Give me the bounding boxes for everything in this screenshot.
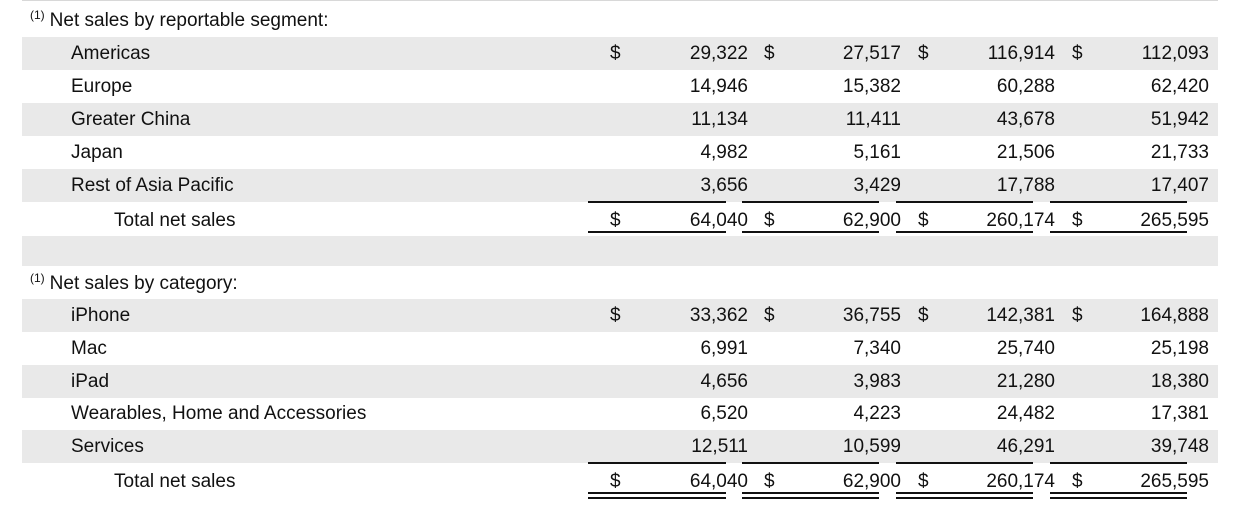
currency-symbol: $ <box>918 43 929 64</box>
subtotal-rule <box>1050 462 1187 464</box>
cell-value: 6,991 <box>700 338 748 359</box>
cell-value: 10,599 <box>842 436 901 457</box>
cell-value: 21,506 <box>996 142 1055 163</box>
total-value: 62,900 <box>842 210 901 231</box>
subtotal-rule <box>588 201 726 203</box>
cell-value: 21,280 <box>996 371 1055 392</box>
row-label: iPad <box>71 371 110 392</box>
cell-value: 6,520 <box>700 403 748 424</box>
cell-value: 5,161 <box>853 142 901 163</box>
footnote-marker: (1) <box>30 8 45 22</box>
cell-value: 4,656 <box>700 371 748 392</box>
currency-symbol: $ <box>764 305 775 326</box>
cell-value: 4,982 <box>700 142 748 163</box>
row-label: Americas <box>71 43 151 64</box>
cell-value: 14,946 <box>689 76 748 97</box>
table-row <box>22 332 1218 365</box>
total-label: Total net sales <box>114 471 236 492</box>
subtotal-rule <box>742 462 879 464</box>
row-label: Europe <box>71 76 133 97</box>
cell-value: 21,733 <box>1150 142 1209 163</box>
table-row <box>22 37 1218 70</box>
currency-symbol: $ <box>1072 471 1083 492</box>
spacer-row <box>22 236 1218 266</box>
cell-value: 142,381 <box>986 305 1055 326</box>
total-double-rule <box>742 492 879 499</box>
subtotal-rule <box>896 201 1033 203</box>
row-label: Rest of Asia Pacific <box>71 175 234 196</box>
cell-value: 36,755 <box>842 305 901 326</box>
table-row <box>22 169 1218 202</box>
table-row <box>22 70 1218 103</box>
cell-value: 11,411 <box>845 109 901 130</box>
cell-value: 112,093 <box>1141 43 1209 64</box>
cell-value: 17,788 <box>996 175 1055 196</box>
row-label: Greater China <box>71 109 191 130</box>
cell-value: 51,942 <box>1150 109 1209 130</box>
cell-value: 3,656 <box>700 175 748 196</box>
row-label: iPhone <box>71 305 131 326</box>
cell-value: 39,748 <box>1150 436 1209 457</box>
cell-value: 27,517 <box>842 43 901 64</box>
table-row <box>22 430 1218 463</box>
subtotal-rule <box>1050 201 1187 203</box>
total-value: 64,040 <box>689 471 748 492</box>
total-double-rule <box>896 492 1033 499</box>
currency-symbol: $ <box>610 471 621 492</box>
cell-value: 18,380 <box>1150 371 1209 392</box>
cell-value: 3,429 <box>853 175 901 196</box>
total-value: 64,040 <box>689 210 748 231</box>
section-title: Net sales by reportable segment: <box>49 10 329 31</box>
total-value: 265,595 <box>1140 471 1209 492</box>
currency-symbol: $ <box>918 305 929 326</box>
cell-value: 12,511 <box>691 436 748 457</box>
total-value: 265,595 <box>1140 210 1209 231</box>
cell-value: 3,983 <box>853 371 901 392</box>
total-double-rule <box>588 492 726 499</box>
subtotal-rule <box>742 201 879 203</box>
section-header-category <box>22 267 1218 300</box>
cell-value: 25,740 <box>996 338 1055 359</box>
cell-value: 17,381 <box>1150 403 1209 424</box>
currency-symbol: $ <box>1072 210 1083 231</box>
cell-value: 25,198 <box>1150 338 1209 359</box>
currency-symbol: $ <box>1072 305 1083 326</box>
currency-symbol: $ <box>610 210 621 231</box>
currency-symbol: $ <box>918 210 929 231</box>
top-divider <box>22 0 1218 1</box>
cell-value: 15,382 <box>842 76 901 97</box>
currency-symbol: $ <box>610 43 621 64</box>
currency-symbol: $ <box>764 43 775 64</box>
cell-value: 24,482 <box>996 403 1055 424</box>
row-label: Mac <box>71 338 107 359</box>
cell-value: 11,134 <box>691 109 748 130</box>
currency-symbol: $ <box>918 471 929 492</box>
total-value: 260,174 <box>986 471 1055 492</box>
cell-value: 43,678 <box>996 109 1055 130</box>
total-double-rule <box>1050 492 1187 499</box>
cell-value: 46,291 <box>996 436 1055 457</box>
table-row <box>22 103 1218 136</box>
cell-value: 33,362 <box>689 305 748 326</box>
table-row <box>22 397 1218 430</box>
currency-symbol: $ <box>764 471 775 492</box>
cell-value: 60,288 <box>996 76 1055 97</box>
section-title: Net sales by category: <box>49 273 238 294</box>
currency-symbol: $ <box>1072 43 1083 64</box>
cell-value: 7,340 <box>853 338 901 359</box>
cell-value: 17,407 <box>1150 175 1209 196</box>
total-label: Total net sales <box>114 210 236 231</box>
currency-symbol: $ <box>610 305 621 326</box>
currency-symbol: $ <box>764 210 775 231</box>
cell-value: 62,420 <box>1150 76 1209 97</box>
row-label: Wearables, Home and Accessories <box>71 403 367 424</box>
table-row <box>22 365 1218 398</box>
cell-value: 4,223 <box>853 403 901 424</box>
table-row <box>22 299 1218 332</box>
section-header-segment <box>22 4 1218 37</box>
subtotal-rule <box>588 462 726 464</box>
subtotal-rule <box>896 462 1033 464</box>
footnote-marker: (1) <box>30 271 45 285</box>
row-label: Japan <box>71 142 123 163</box>
total-value: 260,174 <box>986 210 1055 231</box>
cell-value: 29,322 <box>689 43 748 64</box>
row-label: Services <box>71 436 144 457</box>
total-value: 62,900 <box>842 471 901 492</box>
table-row <box>22 136 1218 169</box>
cell-value: 164,888 <box>1140 305 1209 326</box>
cell-value: 116,914 <box>987 43 1055 64</box>
